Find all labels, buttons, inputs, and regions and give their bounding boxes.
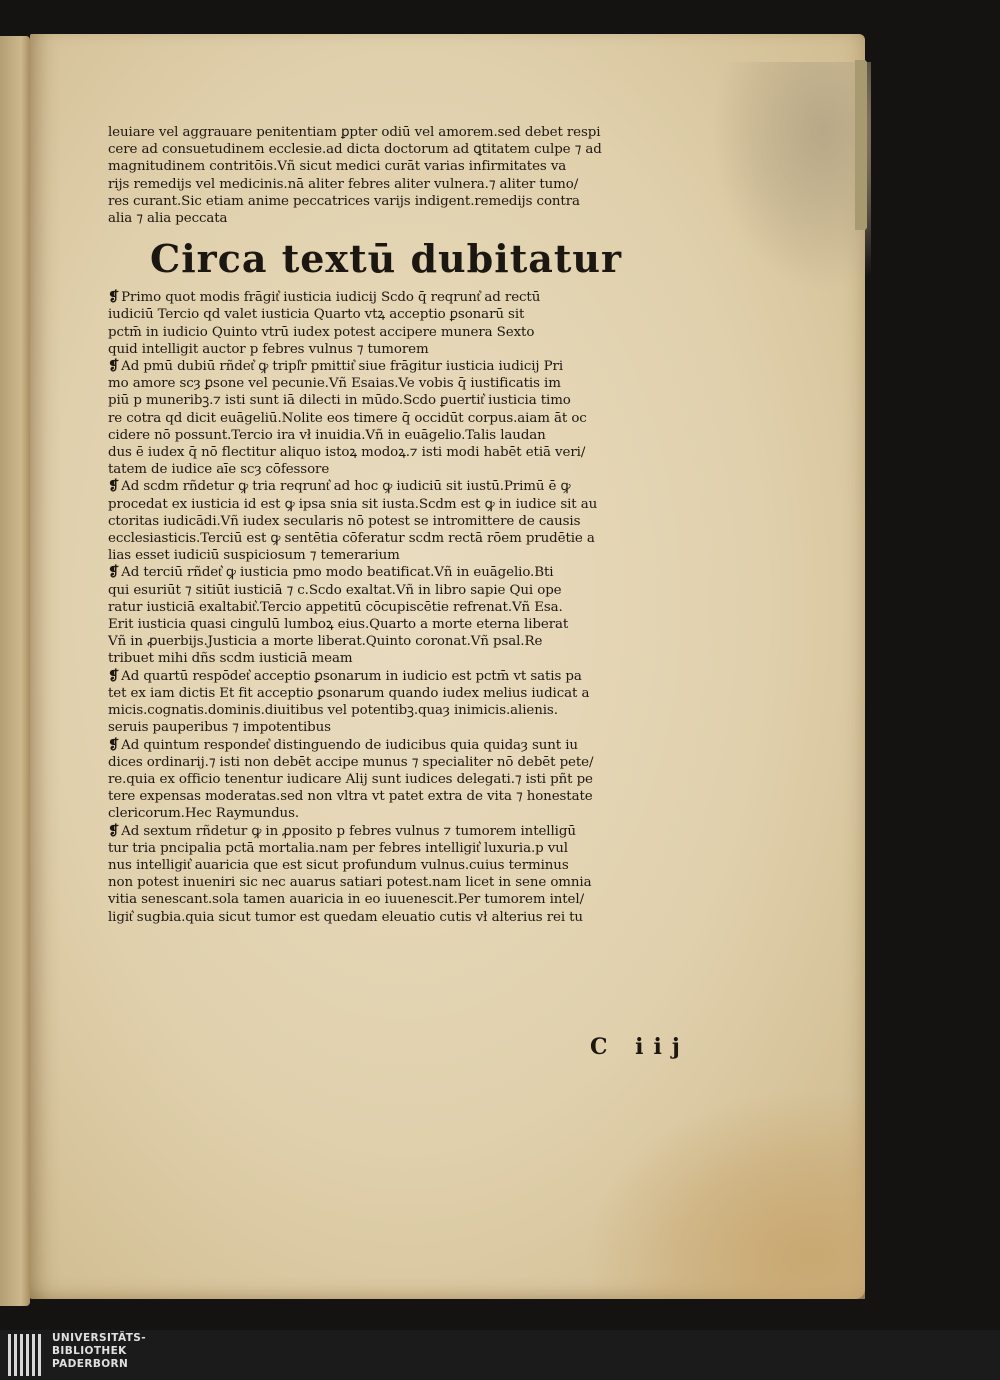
- pilcrow-icon: ❡: [108, 564, 120, 581]
- page-tab: [855, 60, 867, 230]
- text-line: Vñ in ꝓuerbijs.Justicia a morte liberat.Quinto coronat.Vñ psal.Re: [108, 634, 543, 650]
- text-line: [108, 358, 653, 375]
- text-line: dices ordinarij.⁊ isti non debēt accipe munus ⁊ specialiter nō debēt pete/: [108, 754, 594, 770]
- text-line: [108, 289, 653, 306]
- text-line-content: Ad scdm rñdetur ꝙ tria reqrunt͛ ad hoc ꝙ iudiciū sit iustū.Primū ē ꝙ: [121, 479, 571, 495]
- paragraph: [108, 478, 653, 564]
- text-line: [108, 823, 653, 840]
- text-line: nus intelligit͛ auaricia que est sicut profundum vulnus.cuius terminus: [108, 857, 569, 873]
- text-line: micis.cognatis.dominis.diuitibus vel potentibꝫ.quaȝ inimicis.alienis.: [108, 703, 558, 719]
- text-line: dus ē iudex q̄ nō flectitur aliquo istoꝝ modoꝝ.⁊ isti modi habēt etiā veri/: [108, 445, 586, 461]
- text-line: tribuet mihi dñs scdm iusticiā meam: [108, 651, 353, 667]
- paragraph: [108, 358, 653, 478]
- page-stain: [711, 62, 871, 292]
- text-line: rijs remedijs vel medicinis.nā aliter febres aliter vulnera.⁊ aliter tumo/: [108, 176, 579, 192]
- pilcrow-icon: ❡: [108, 736, 120, 753]
- text-line: ratur iusticiā exaltabit͛.Tercio appetitū cōcupiscētie refrenat.Vñ Esa.: [108, 599, 563, 615]
- section-heading: Circa textū dubitatur: [150, 236, 623, 282]
- paragraph-list: [108, 289, 653, 926]
- pilcrow-icon: ❡: [108, 289, 120, 306]
- page-text: [108, 124, 653, 926]
- library-footer: [0, 1330, 1000, 1380]
- library-logo-icon: [8, 1334, 50, 1376]
- page-stain: [585, 1089, 865, 1299]
- text-line-content: Ad terciū rñdet͛ ꝙ iusticia pmo modo beatificat.Vñ in euāgelio.Bti: [121, 565, 554, 581]
- text-line: ecclesiasticis.Terciū est ꝙ sentētia cōferatur scdm rectā rōem prudētie a: [108, 531, 595, 547]
- text-line-content: Ad quintum respondet͛ distinguendo de iudicibus quia quidaȝ sunt iu: [121, 737, 578, 753]
- text-line: non potest inueniri sic nec auarus satiari potest.nam licet in sene omnia: [108, 875, 592, 891]
- text-line: alia ⁊ alia peccata: [108, 211, 228, 227]
- text-line: piū p muneribꝫ.⁊ isti sunt iā dilecti in mūdo.Scdo ꝑuertit͛ iusticia timo: [108, 393, 571, 409]
- text-line: tet ex iam dictis Et fit acceptio ꝑsonarum quando iudex melius iudicat a: [108, 685, 590, 701]
- paragraph: [108, 564, 653, 667]
- text-line: lias esset iudiciū suspiciosum ⁊ temerarium: [108, 548, 400, 564]
- text-line: cidere nō possunt.Tercio ira vł inuidia.Vñ in euāgelio.Talis laudan: [108, 427, 546, 443]
- text-line-content: Ad pmū dubiū rñdet͛ ꝙ tripl͛r pmittit͛ siue frāgitur iusticia iudicij Pri: [121, 359, 564, 375]
- text-line: [108, 737, 653, 754]
- paragraph: [108, 668, 653, 737]
- text-line: seruis pauperibus ⁊ impotentibus: [108, 720, 331, 736]
- pilcrow-icon: ❡: [108, 667, 120, 684]
- signature-mark: C iij: [590, 1034, 690, 1060]
- text-line: res curant.Sic etiam anime peccatrices varijs indigent.remedijs contra: [108, 193, 580, 209]
- text-line: [108, 668, 653, 685]
- text-line: leuiare vel aggrauare penitentiam ꝑpter odiū vel amorem.sed debet respi: [108, 125, 601, 140]
- text-line: [108, 564, 653, 581]
- text-line-content: Ad sextum rñdetur ꝙ in ꝓposito p febres vulnus ⁊ tumorem intelligū: [121, 823, 576, 839]
- text-line: clericorum.Hec Raymundus.: [108, 806, 299, 822]
- text-line: procedat ex iusticia id est ꝙ ipsa snia sit iusta.Scdm est ꝙ in iudice sit au: [108, 496, 598, 512]
- text-line: re cotra qd dicit euāgeliū.Nolite eos timere q̄ occidūt corpus.aiam āt oc: [108, 410, 587, 426]
- text-line-content: Primo quot modis frāgit͛ iusticia iudicij Scdo q̄ reqrunt͛ ad rectū: [121, 290, 541, 306]
- text-line: [108, 478, 653, 495]
- paragraph: [108, 289, 653, 358]
- text-line-content: Ad quartū respōdet͛ acceptio ꝑsonarum in iudicio est pctm̄ vt satis pa: [121, 668, 582, 684]
- text-line: re.quia ex officio tenentur iudicare Alij sunt iudices delegati.⁊ isti pñt pe: [108, 771, 593, 787]
- paragraph: [108, 823, 653, 926]
- text-line: tatem de iudice aīe scȝ cōfessore: [108, 462, 330, 478]
- text-line: vitia senescant.sola tamen auaricia in eo iuuenescit.Per tumorem intel/: [108, 892, 584, 908]
- left-page-edge: [0, 36, 30, 1306]
- pilcrow-icon: ❡: [108, 478, 120, 495]
- text-line: tur tria pncipalia pctā mortalia.nam per febres intelligit͛ luxuria.p vul: [108, 840, 568, 856]
- text-line: tere expensas moderatas.sed non vltra vt patet extra de vita ⁊ honestate: [108, 789, 593, 805]
- text-line: cere ad consuetudinem ecclesie.ad dicta doctorum ad ꝗtitatem culpe ⁊ ad: [108, 142, 602, 158]
- paragraph: [108, 737, 653, 823]
- text-line: quid intelligit auctor p febres vulnus ⁊ tumorem: [108, 341, 429, 357]
- text-line: iudiciū Tercio qd valet iusticia Quarto vtꝝ acceptio ꝑsonarū sit: [108, 307, 525, 323]
- pilcrow-icon: ❡: [108, 358, 120, 375]
- pilcrow-icon: ❡: [108, 822, 120, 839]
- text-line: ctoritas iudicādi.Vñ iudex secularis nō potest se intromittere de causis: [108, 513, 581, 529]
- text-line: mo amore scȝ ꝑsone vel pecunie.Vñ Esaias.Ve vobis q̄ iustificatis im: [108, 376, 561, 392]
- library-name: UNIVERSITÄTS- BIBLIOTHEK PADERBORN: [52, 1332, 147, 1370]
- intro-paragraph: [108, 124, 653, 227]
- text-line: pctm̄ in iudicio Quinto vtrū iudex potest accipere munera Sexto: [108, 324, 535, 340]
- text-line: magnitudinem contritōis.Vñ sicut medici curāt varias infirmitates va: [108, 159, 567, 175]
- text-line: ligit͛ sugbia.quia sicut tumor est quedam eleuatio cutis vł alterius rei tu: [108, 909, 583, 925]
- text-line: Erit iusticia quasi cingulū lumboꝝ eius.Quarto a morte eterna liberat: [108, 617, 569, 633]
- text-line: qui esuriūt ⁊ sitiūt iusticiā ⁊ c.Scdo exaltat.Vñ in libro sapie Qui ope: [108, 582, 562, 598]
